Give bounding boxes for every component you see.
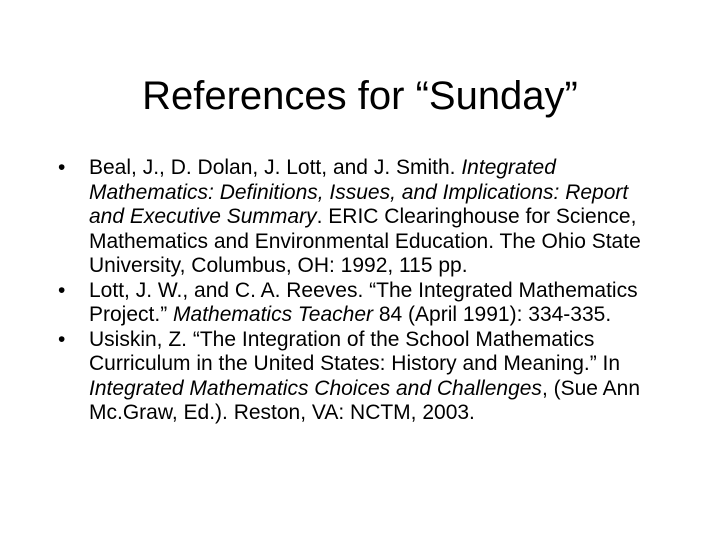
slide-title: References for “Sunday” [142, 74, 578, 118]
reference-item [58, 279, 668, 328]
bullet-icon: • [58, 156, 66, 179]
reference-publication: 84 (April 1991): 334-335. [373, 303, 612, 326]
bullet-icon: • [58, 278, 66, 302]
bullet-icon: • [58, 327, 66, 351]
reference-authors: Usiskin, Z. “The Integration of the School Mathematics Curriculum in the United States: History and Meaning.” In [89, 327, 621, 375]
reference-work-title: Integrated Mathematics Choices and Challenges [89, 376, 542, 400]
reference-authors: Lott, J. W., and C. A. Reeves. “The Integrated Mathematics Project.” [89, 278, 638, 326]
reference-publication: . ERIC Clearinghouse for Science, Mathematics and Environmental Education. The Ohio State University, Columbus, OH: 1992, 115 pp. [89, 205, 641, 277]
reference-item [58, 328, 668, 426]
reference-publication: , (Sue Ann Mc.Graw, Ed.). Reston, VA: NCTM, 2003. [89, 376, 641, 424]
reference-work-title: Mathematics Teacher [173, 303, 374, 326]
reference-work-title: Integrated Mathematics: Definitions, Issues, and Implications: Report and Executive Summary [89, 156, 629, 228]
reference-item [58, 156, 668, 279]
reference-authors: Beal, J., D. Dolan, J. Lott, and J. Smith. [89, 156, 462, 179]
reference-list [58, 156, 668, 426]
